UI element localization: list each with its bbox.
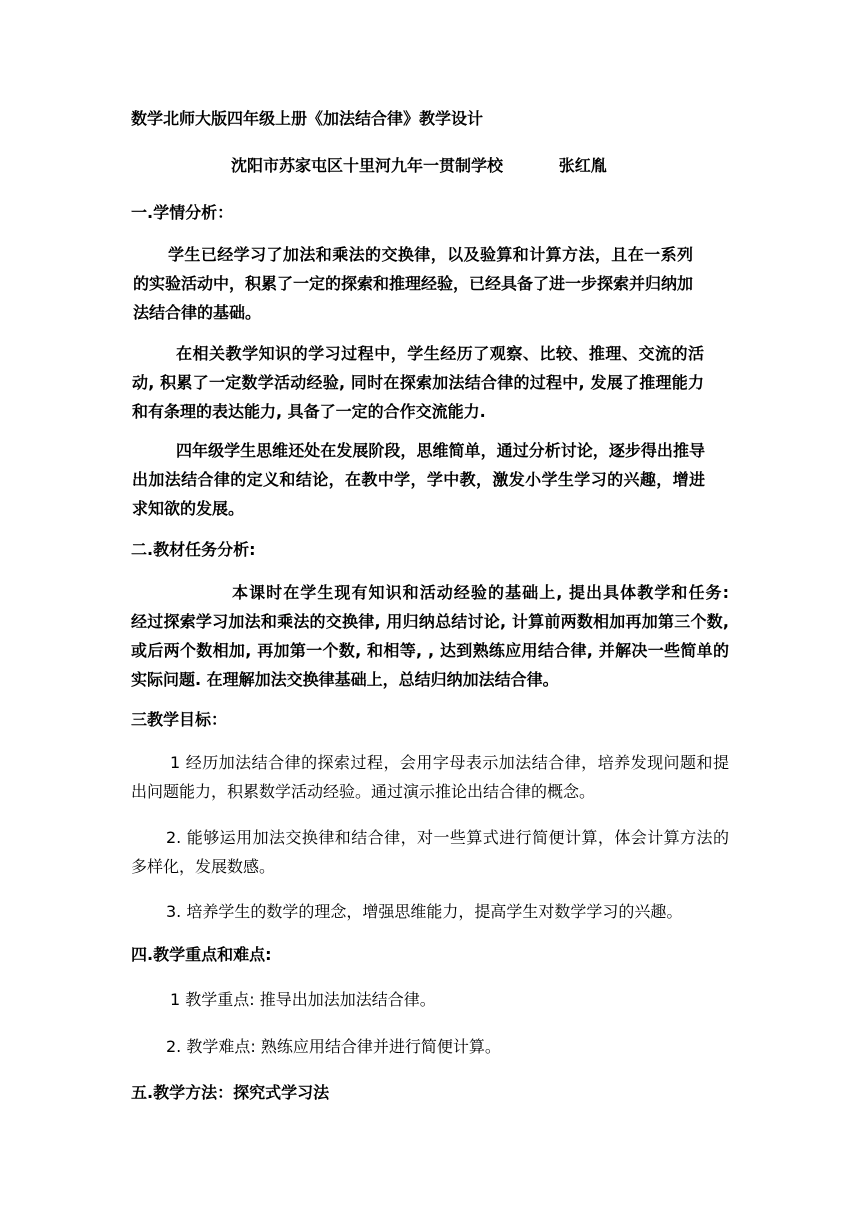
objective-item-3: 3. 培养学生的数学的理念，增强思维能力，提高学生对数学学习的兴趣。 <box>166 902 683 921</box>
document-title: 数学北师大版四年级上册《加法结合律》教学设计 <box>131 109 484 128</box>
section-heading-2: 二.教材任务分析: <box>131 540 256 559</box>
objective-item-1: 1 经历加法结合律的探索过程，会用字母表示加法结合律，培养发现问题和提出问题能力，积累数学活动经验。通过演示推论出结合律的概念。 <box>131 753 729 801</box>
paragraph-1-2: 在相关教学知识的学习过程中，学生经历了观察、比较、推理、交流的活动, 积累了一定数学活动经验, 同时在探索加法结合律的过程中, 发展了推理能力和有条理的表达能力, 具备了一定的合作交流能力. <box>132 344 704 421</box>
objective-item-2: 2. 能够运用加法交换律和结合律，对一些算式进行简便计算，体会计算方法的多样化，发展数感。 <box>131 828 729 876</box>
section-heading-5: 五.教学方法：探究式学习法 <box>131 1083 330 1102</box>
section-heading-4: 四.教学重点和难点: <box>131 945 272 964</box>
paragraph-1-1: 学生已经学习了加法和乘法的交换律，以及验算和计算方法，且在一系列的实验活动中，积累了一定的探索和推理经验，已经具备了进一步探索并归纳加法结合律的基础。 <box>133 245 694 322</box>
difficulty-item: 2. 教学难点: 熟练应用结合律并进行简便计算。 <box>166 1037 501 1056</box>
paragraph-2-1: 本课时在学生现有知识和活动经验的基础上, 提出具体教学和任务: 经过探索学习加法和乘法的交换律, 用归纳总结讨论, 计算前两数相加再加第三个数, 或后两个数相加, 再加第一个数, 和相等, , 达到熟练应用结合律, 并解决一些简单的实际问题. 在理解加法交换律基础上，总结归纳加法结合律。 <box>131 583 768 689</box>
key-point-item: 1 教学重点: 推导出加法加法结合律。 <box>170 990 436 1009</box>
section-heading-3: 三教学目标： <box>131 710 228 729</box>
author-line: 沈阳市苏家屯区十里河九年一贯制学校 张红胤 <box>231 156 607 175</box>
paragraph-1-3: 四年级学生思维还处在发展阶段，思维简单，通过分析讨论，逐步得出推导出加法结合律的定义和结论，在教中学，学中教，激发小学生学习的兴趣，增进求知欲的发展。 <box>132 441 705 518</box>
section-heading-1: 一.学情分析： <box>131 203 234 222</box>
